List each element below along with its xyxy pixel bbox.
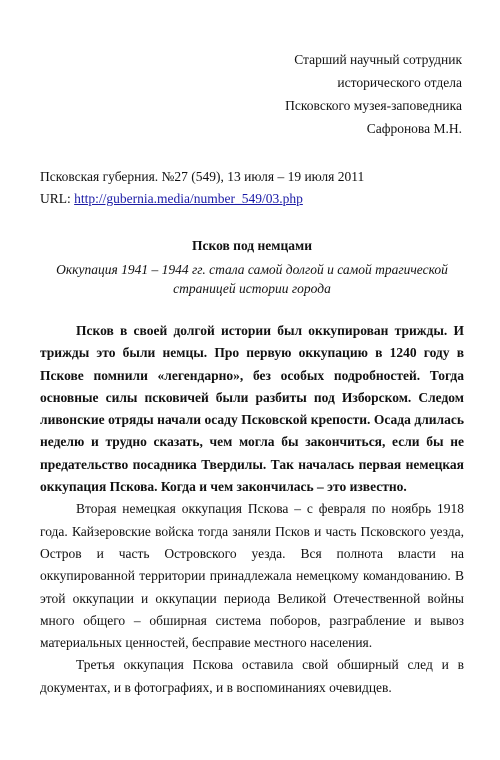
- author-department: исторического отдела: [337, 75, 462, 90]
- author-position: Старший научный сотрудник: [294, 52, 462, 67]
- source-block: [40, 166, 464, 210]
- paragraph-3: Третья оккупация Пскова оставила свой обширный след и в документах, и в фотографиях, и в воспоминаниях очевидцев.: [40, 657, 464, 695]
- article-body: [40, 320, 464, 699]
- paragraph-2: Вторая немецкая оккупация Пскова – с февраля по ноябрь 1918 года. Кайзеровские войска тогда заняли Псков и часть Псковского уезда, Остров и часть Островского уезда. Вся полнота власти на оккупированной территории принадлежала немецкому командованию. В этой оккупации и оккупации периода Великой Отечественной войны много общего – обширная система поборов, разграбление и вывоз материальных ценностей, бесправие местного населения.: [40, 501, 464, 651]
- source-url-line: [40, 188, 464, 210]
- article-title: Псков под немцами: [192, 238, 312, 253]
- source-url-label: URL:: [40, 191, 75, 206]
- author-institution: Псковского музея-заповедника: [285, 98, 462, 113]
- author-block: [40, 48, 464, 140]
- source-citation: Псковская губерния. №27 (549), 13 июля – 19 июля 2011: [40, 169, 365, 184]
- author-name: Сафронова М.Н.: [366, 121, 462, 136]
- article-subtitle: Оккупация 1941 – 1944 гг. стала самой долгой и самой трагической страницей истории города: [56, 262, 448, 296]
- source-url-link[interactable]: http://gubernia.media/number_549/03.php: [74, 191, 303, 206]
- paragraph-1: Псков в своей долгой истории был оккупирован трижды. И трижды это были немцы. Про первую оккупацию в 1240 году в Пскове помнили «легендарно», без особых подробностей. Тогда основные силы псковичей были разбиты под Изборском. Следом ливонские отряды начали осаду Псковской крепости. Осада длилась неделю и трудно сказать, чем могла бы закончиться, если бы не предательство посадника Твердилы. Так началась первая немецкая оккупация Пскова. Когда и чем закончилась – это известно.: [40, 323, 464, 495]
